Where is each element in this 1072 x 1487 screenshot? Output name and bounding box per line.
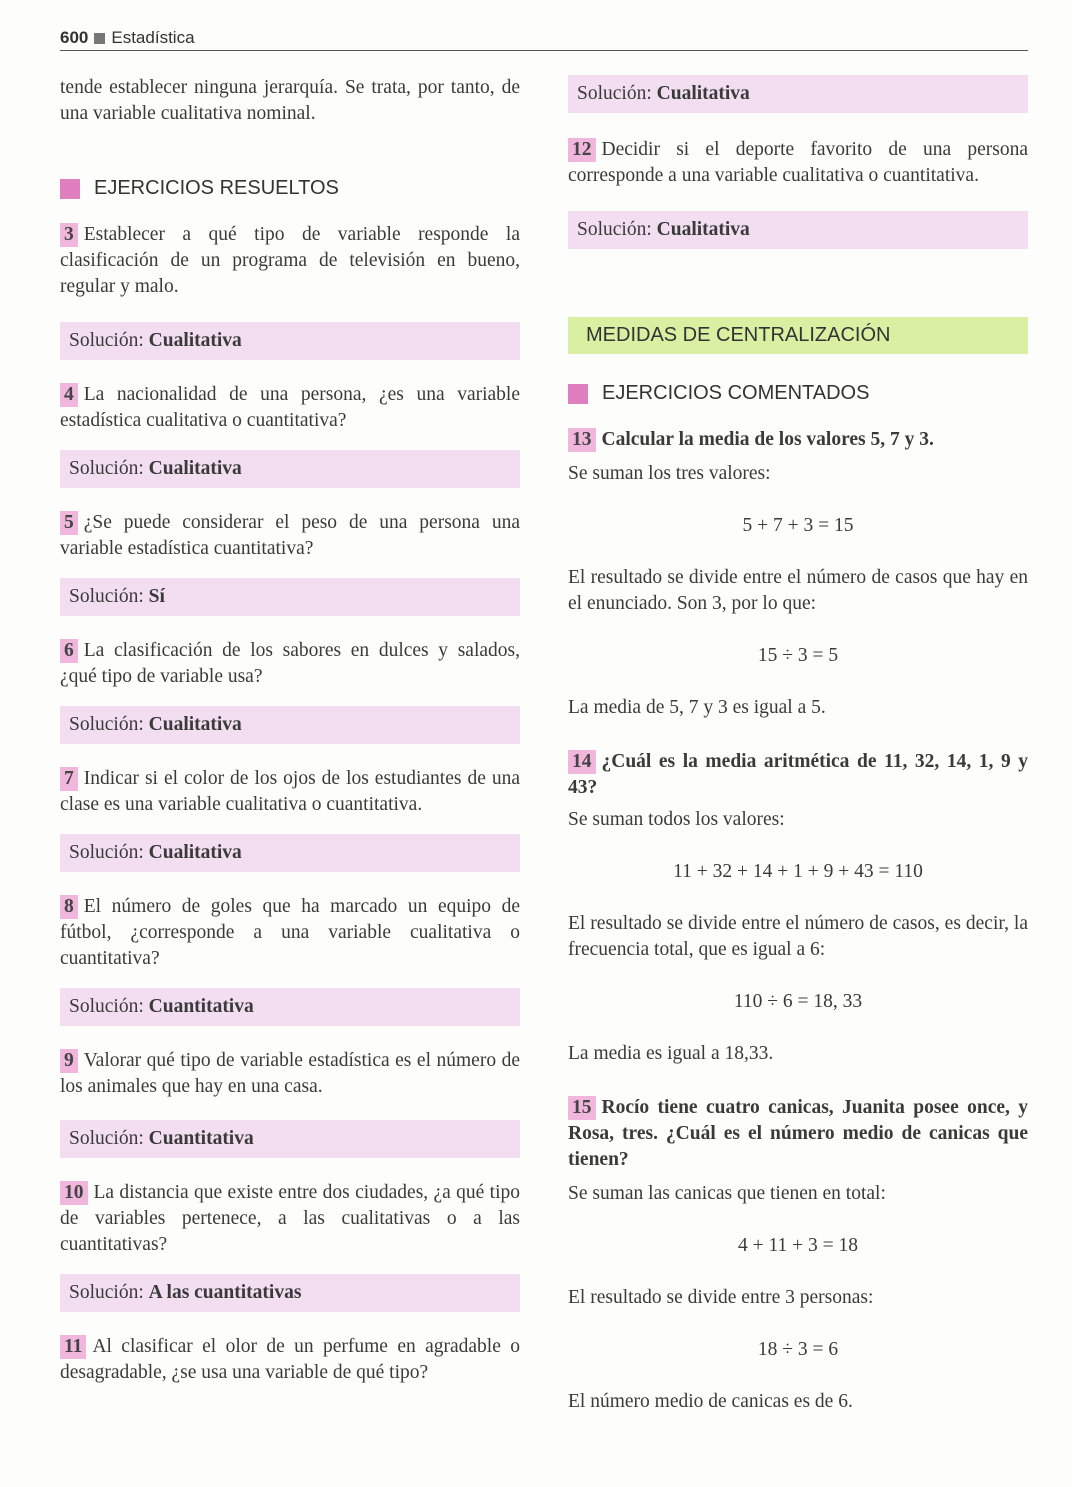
exercise-14-line1: Se suman todos los valores: bbox=[568, 809, 785, 830]
exercise-text: Al clasificar el olor de un perfume en agradable o desagradable, ¿se usa una variable de qué tipo? bbox=[60, 1336, 520, 1383]
exercise-number: 5 bbox=[60, 511, 78, 535]
exercise-number: 14 bbox=[568, 750, 596, 774]
solution-label: Solución: bbox=[577, 83, 652, 104]
exercise-14-question bbox=[568, 749, 1028, 801]
exercise-text: Decidir si el deporte favorito de una persona corresponde a una variable cualitativa o cuantitativa. bbox=[568, 139, 1028, 186]
exercise-text: La nacionalidad de una persona, ¿es una variable estadística cualitativa o cuantitativa? bbox=[60, 384, 520, 431]
exercise-text: ¿Se puede considerar el peso de una persona una variable estadística cuantitativa? bbox=[60, 512, 520, 559]
exercise-number: 15 bbox=[568, 1096, 596, 1120]
exercise-number: 9 bbox=[60, 1049, 78, 1073]
solution-value: Cuantitativa bbox=[148, 996, 254, 1017]
solution-12 bbox=[568, 211, 1028, 249]
exercise-15-question bbox=[568, 1095, 1028, 1173]
exercise-text: Valorar qué tipo de variable estadística es el número de los animales que hay en una casa. bbox=[60, 1050, 520, 1097]
solution-value: Sí bbox=[148, 586, 165, 607]
exercise-13-formula2: 15 ÷ 3 = 5 bbox=[757, 645, 839, 666]
square-bullet-icon bbox=[60, 179, 80, 199]
solution-value: A las cuantitativas bbox=[148, 1282, 302, 1303]
solution-value: Cuantitativa bbox=[148, 1128, 254, 1149]
solution-11 bbox=[568, 75, 1028, 113]
solution-label: Solución: bbox=[69, 996, 144, 1017]
solution-value: Cualitativa bbox=[656, 83, 750, 104]
exercise-14-formula1: 11 + 32 + 14 + 1 + 9 + 43 = 110 bbox=[673, 861, 923, 882]
exercise-text: La clasificación de los sabores en dulces y salados, ¿qué tipo de variable usa? bbox=[60, 640, 520, 687]
exercise-text: Calcular la media de los valores 5, 7 y 3. bbox=[601, 429, 934, 450]
exercise-3 bbox=[60, 222, 520, 300]
exercise-13-line1: Se suman los tres valores: bbox=[568, 463, 771, 484]
solution-value: Cualitativa bbox=[148, 842, 242, 863]
exercise-13-question bbox=[568, 427, 1028, 453]
solution-label: Solución: bbox=[69, 842, 144, 863]
exercise-9 bbox=[60, 1048, 520, 1100]
exercise-15-line2: El resultado se divide entre 3 personas: bbox=[568, 1287, 874, 1308]
exercise-14-line2: El resultado se divide entre el número de casos, es decir, la frecuencia total, que es igual a 6: bbox=[568, 913, 1028, 960]
exercise-8 bbox=[60, 894, 520, 972]
exercise-10 bbox=[60, 1180, 520, 1258]
exercise-number: 12 bbox=[568, 138, 596, 162]
solution-3 bbox=[60, 322, 520, 360]
exercise-number: 8 bbox=[60, 895, 78, 919]
solution-9 bbox=[60, 1120, 520, 1158]
solution-value: Cualitativa bbox=[148, 330, 242, 351]
solution-label: Solución: bbox=[69, 1282, 144, 1303]
exercise-13-formula1: 5 + 7 + 3 = 15 bbox=[742, 515, 854, 536]
exercise-14-formula2: 110 ÷ 6 = 18, 33 bbox=[733, 991, 863, 1012]
solution-label: Solución: bbox=[577, 219, 652, 240]
solution-value: Cualitativa bbox=[148, 458, 242, 479]
exercise-13-line3: La media de 5, 7 y 3 es igual a 5. bbox=[568, 697, 826, 718]
exercise-4 bbox=[60, 382, 520, 434]
solution-label: Solución: bbox=[69, 458, 144, 479]
solution-label: Solución: bbox=[69, 586, 144, 607]
solution-value: Cualitativa bbox=[656, 219, 750, 240]
exercise-text: Rocío tiene cuatro canicas, Juanita posee once, y Rosa, tres. ¿Cuál es el número medio de canicas que tienen? bbox=[568, 1097, 1028, 1170]
solution-label: Solución: bbox=[69, 714, 144, 735]
exercise-5 bbox=[60, 510, 520, 562]
intro-paragraph: tende establecer ninguna jerarquía. Se trata, por tanto, de una variable cualitativa nominal. bbox=[60, 77, 520, 124]
exercise-12 bbox=[568, 137, 1028, 189]
exercise-text: El número de goles que ha marcado un equipo de fútbol, ¿corresponde a una variable cualitativa o cuantitativa? bbox=[60, 896, 520, 969]
exercise-number: 11 bbox=[60, 1335, 86, 1359]
exercise-13-line2: El resultado se divide entre el número de casos que hay en el enunciado. Son 3, por lo que: bbox=[568, 567, 1028, 614]
exercise-number: 4 bbox=[60, 383, 78, 407]
page-number: 600 bbox=[60, 28, 89, 47]
exercise-number: 13 bbox=[568, 428, 596, 452]
left-column bbox=[60, 75, 520, 1386]
section-title-resueltos bbox=[60, 177, 520, 200]
solution-4 bbox=[60, 450, 520, 488]
solution-6 bbox=[60, 706, 520, 744]
solution-label: Solución: bbox=[69, 1128, 144, 1149]
solution-5 bbox=[60, 578, 520, 616]
solution-value: Cualitativa bbox=[148, 714, 242, 735]
exercise-number: 7 bbox=[60, 767, 78, 791]
exercise-number: 10 bbox=[60, 1181, 88, 1205]
right-column bbox=[568, 75, 1028, 1415]
exercise-6 bbox=[60, 638, 520, 690]
exercise-number: 3 bbox=[60, 223, 78, 247]
section-title-comentados bbox=[568, 382, 1028, 405]
solution-7 bbox=[60, 834, 520, 872]
exercise-text: Indicar si el color de los ojos de los estudiantes de una clase es una variable cualitativa o cuantitativa. bbox=[60, 768, 520, 815]
section-title-text: EJERCICIOS COMENTADOS bbox=[602, 382, 870, 404]
section-title-text: EJERCICIOS RESUELTOS bbox=[94, 177, 339, 199]
exercise-text: Establecer a qué tipo de variable responde la clasificación de un programa de televisión en bueno, regular y malo. bbox=[60, 224, 520, 297]
section-name: Estadística bbox=[111, 28, 195, 47]
exercise-14-line3: La media es igual a 18,33. bbox=[568, 1043, 774, 1064]
exercise-15-formula2: 18 ÷ 3 = 6 bbox=[757, 1339, 839, 1360]
exercise-text: ¿Cuál es la media aritmética de 11, 32, 14, 1, 9 y 43? bbox=[568, 751, 1028, 798]
solution-label: Solución: bbox=[69, 330, 144, 351]
page-header bbox=[60, 26, 1028, 51]
solution-10 bbox=[60, 1274, 520, 1312]
exercise-number: 6 bbox=[60, 639, 78, 663]
solution-8 bbox=[60, 988, 520, 1026]
exercise-15-formula1: 4 + 11 + 3 = 18 bbox=[737, 1235, 859, 1256]
square-bullet-icon bbox=[568, 384, 588, 404]
exercise-text: La distancia que existe entre dos ciudades, ¿a qué tipo de variables pertenece, a las cualitativas o a las cuantitativas? bbox=[60, 1182, 520, 1255]
section-banner: MEDIDAS DE CENTRALIZACIÓN bbox=[568, 317, 1028, 354]
exercise-11 bbox=[60, 1334, 520, 1386]
exercise-15-line3: El número medio de canicas es de 6. bbox=[568, 1391, 853, 1412]
exercise-15-line1: Se suman las canicas que tienen en total: bbox=[568, 1183, 886, 1204]
square-bullet-icon bbox=[94, 33, 105, 44]
exercise-7 bbox=[60, 766, 520, 818]
